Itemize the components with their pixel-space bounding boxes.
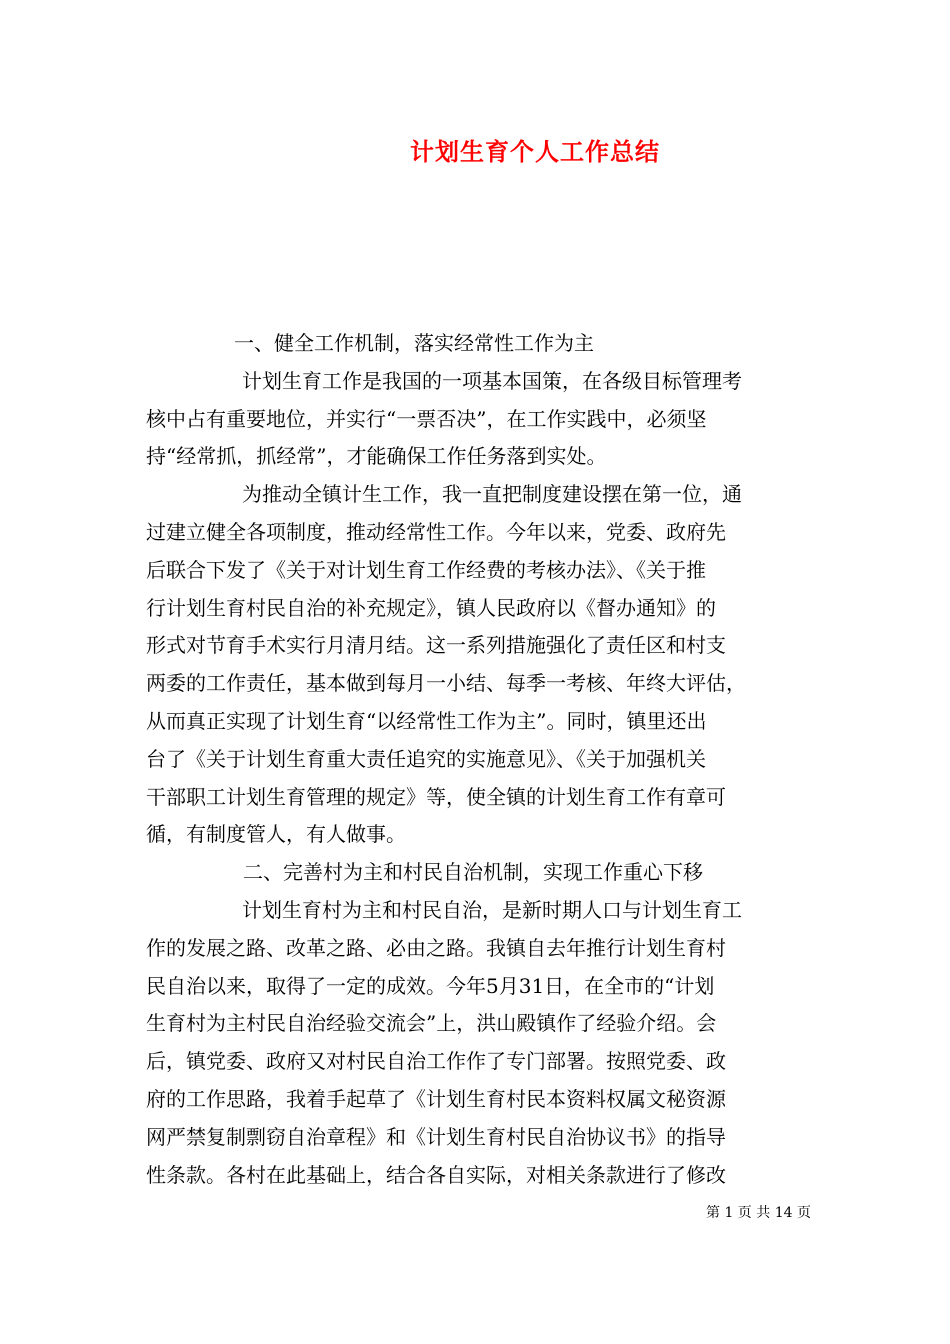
paragraph-line: 干部职工计划生育管理的规定》等，使全镇的计划生育工作有章可	[146, 784, 726, 809]
paragraph-line: 作的发展之路、改革之路、必由之路。我镇自去年推行计划生育村	[146, 935, 726, 960]
paragraph-line: 台了《关于计划生育重大责任追究的实施意见》、《关于加强机关	[146, 746, 706, 771]
paragraph-line: 民自治以来，取得了一定的成效。今年5月31日，在全市的“计划	[146, 973, 715, 998]
paragraph-line: 性条款。各村在此基础上，结合各自实际，对相关条款进行了修改	[146, 1162, 726, 1187]
paragraph-line: 过建立健全各项制度，推动经常性工作。今年以来，党委、政府先	[146, 519, 726, 544]
paragraph-line: 从而真正实现了计划生育“以经常性工作为主”。同时，镇里还出	[146, 708, 707, 733]
paragraph-line: 持“经常抓，抓经常”，才能确保工作任务落到实处。	[146, 444, 607, 469]
section-heading: 二、完善村为主和村民自治机制，实现工作重心下移	[243, 860, 703, 885]
paragraph-line: 网严禁复制剽窃自治章程》和《计划生育村民自治协议书》的指导	[146, 1124, 726, 1149]
paragraph-line: 计划生育村为主和村民自治，是新时期人口与计划生育工	[242, 897, 742, 922]
paragraph-line: 生育村为主村民自治经验交流会”上，洪山殿镇作了经验介绍。会	[146, 1011, 717, 1036]
paragraph-line: 为推动全镇计生工作，我一直把制度建设摆在第一位，通	[242, 482, 742, 507]
paragraph-line: 后，镇党委、政府又对村民自治工作作了专门部署。按照党委、政	[146, 1049, 726, 1074]
paragraph-line: 行计划生育村民自治的补充规定》，镇人民政府以《督办通知》的	[146, 595, 716, 620]
paragraph-line: 府的工作思路，我着手起草了《计划生育村民本资料权属文秘资源	[146, 1086, 726, 1111]
paragraph-line: 计划生育工作是我国的一项基本国策，在各级目标管理考	[242, 368, 742, 393]
section-heading: 一、健全工作机制，落实经常性工作为主	[234, 331, 594, 355]
page-number: 第 1 页 共 14 页	[706, 1205, 811, 1221]
paragraph-line: 核中占有重要地位，并实行“一票否决”，在工作实践中，必须坚	[146, 406, 707, 431]
paragraph-line: 两委的工作责任，基本做到每月一小结、每季一考核、年终大评估，	[146, 671, 746, 696]
paragraph-line: 后联合下发了《关于对计划生育工作经费的考核办法》、《关于推	[146, 557, 706, 582]
paragraph-line: 形式对节育手术实行月清月结。这一系列措施强化了责任区和村支	[146, 633, 726, 658]
paragraph-line: 循，有制度管人，有人做事。	[146, 822, 406, 847]
document-title: 计划生育个人工作总结	[410, 137, 660, 166]
document-body	[146, 325, 814, 1194]
